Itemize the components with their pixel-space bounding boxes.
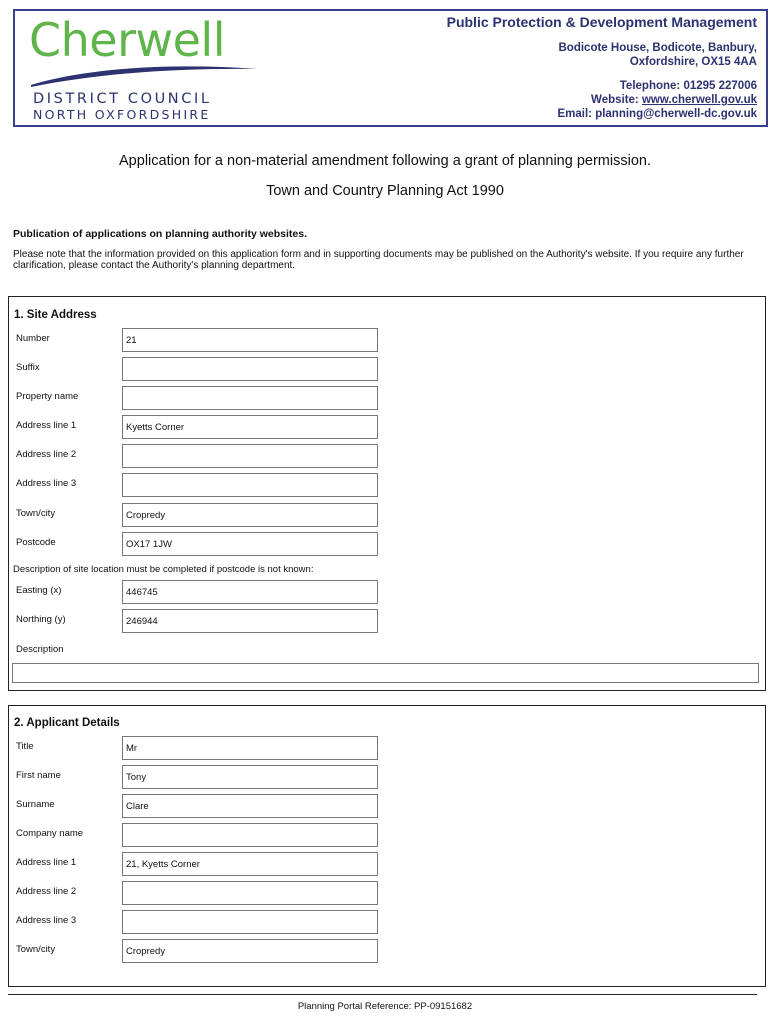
easting-field[interactable]: 446745 xyxy=(122,580,378,604)
document-subtitle: Town and Country Planning Act 1990 xyxy=(266,183,504,199)
email-row xyxy=(557,107,757,121)
applicant-surname-field[interactable]: Clare xyxy=(122,794,378,818)
applicant-company-field[interactable] xyxy=(122,823,378,847)
site-postcode-field[interactable]: OX17 1JW xyxy=(122,532,378,556)
description-label: Description xyxy=(16,644,64,655)
northing-field[interactable]: 246944 xyxy=(122,609,378,633)
council-header-banner xyxy=(13,9,768,127)
site-address-line1-field[interactable]: Kyetts Corner xyxy=(122,415,378,439)
applicant-address-line3-field[interactable] xyxy=(122,910,378,934)
planning-portal-reference: Planning Portal Reference: PP-09151682 xyxy=(297,1001,473,1012)
publication-notice: Please note that the information provided on this application form and in supporting documents may be published on the Authority's website. If you require any further clarification, please contact the Authority's planning department. xyxy=(13,249,744,271)
applicant-town-field[interactable]: Cropredy xyxy=(122,939,378,963)
logo-council-name: DISTRICT COUNCIL xyxy=(33,91,212,107)
council-address xyxy=(559,41,758,69)
telephone: Telephone: 01295 227006 xyxy=(619,80,757,92)
field-label: Address line 3 xyxy=(16,478,77,489)
council-contact xyxy=(557,79,757,121)
field-label: Number xyxy=(16,333,50,344)
section-heading: 2. Applicant Details xyxy=(14,717,120,729)
applicant-details-section xyxy=(8,705,766,987)
field-label: Town/city xyxy=(16,508,56,519)
field-label: Address line 1 xyxy=(16,420,77,431)
footer-divider xyxy=(8,994,757,995)
site-address-section xyxy=(8,296,766,691)
site-number-field[interactable]: 21 xyxy=(122,328,378,352)
council-logo-wordmark: Cherwell xyxy=(29,13,225,67)
section-heading: 1. Site Address xyxy=(14,309,97,321)
field-label: Company name xyxy=(16,828,84,839)
publication-heading: Publication of applications on planning authority websites. xyxy=(13,228,308,240)
website-row xyxy=(557,93,757,107)
field-label: Address line 3 xyxy=(16,915,77,926)
field-label: Address line 2 xyxy=(16,449,77,460)
field-label: Address line 2 xyxy=(16,886,77,897)
easting-label: Easting (x) xyxy=(16,585,62,596)
applicant-address-line2-field[interactable] xyxy=(122,881,378,905)
applicant-title-field[interactable]: Mr xyxy=(122,736,378,760)
location-note: Description of site location must be completed if postcode is not known: xyxy=(13,564,314,575)
email-link[interactable]: planning@cherwell-dc.gov.uk xyxy=(595,108,757,120)
field-label: Town/city xyxy=(16,944,56,955)
site-description-field[interactable] xyxy=(12,663,759,683)
applicant-address-line1-field[interactable]: 21, Kyetts Corner xyxy=(122,852,378,876)
website-label: Website: xyxy=(591,94,642,106)
website-link[interactable]: www.cherwell.gov.uk xyxy=(641,94,757,106)
email-label: Email: xyxy=(557,108,596,120)
site-address-line2-field[interactable] xyxy=(122,444,378,468)
northing-label: Northing (y) xyxy=(16,614,66,625)
site-town-field[interactable]: Cropredy xyxy=(122,503,378,527)
address-line-2: Oxfordshire, OX15 4AA xyxy=(629,56,757,68)
site-suffix-field[interactable] xyxy=(122,357,378,381)
site-property-name-field[interactable] xyxy=(122,386,378,410)
field-label: Surname xyxy=(16,799,55,810)
field-label: Property name xyxy=(16,391,79,402)
field-label: Title xyxy=(16,741,34,752)
field-label: Address line 1 xyxy=(16,857,77,868)
site-address-line3-field[interactable] xyxy=(122,473,378,497)
document-title: Application for a non-material amendment following a grant of planning permission. xyxy=(119,153,651,169)
field-label: Postcode xyxy=(16,537,56,548)
logo-swoosh-icon xyxy=(29,59,259,89)
field-label: Suffix xyxy=(16,362,40,373)
address-line-1: Bodicote House, Bodicote, Banbury, xyxy=(558,42,757,54)
department-name: Public Protection & Development Management xyxy=(446,14,757,30)
field-label: First name xyxy=(16,770,61,781)
applicant-first-name-field[interactable]: Tony xyxy=(122,765,378,789)
logo-council-region: NORTH OXFORDSHIRE xyxy=(33,107,211,122)
